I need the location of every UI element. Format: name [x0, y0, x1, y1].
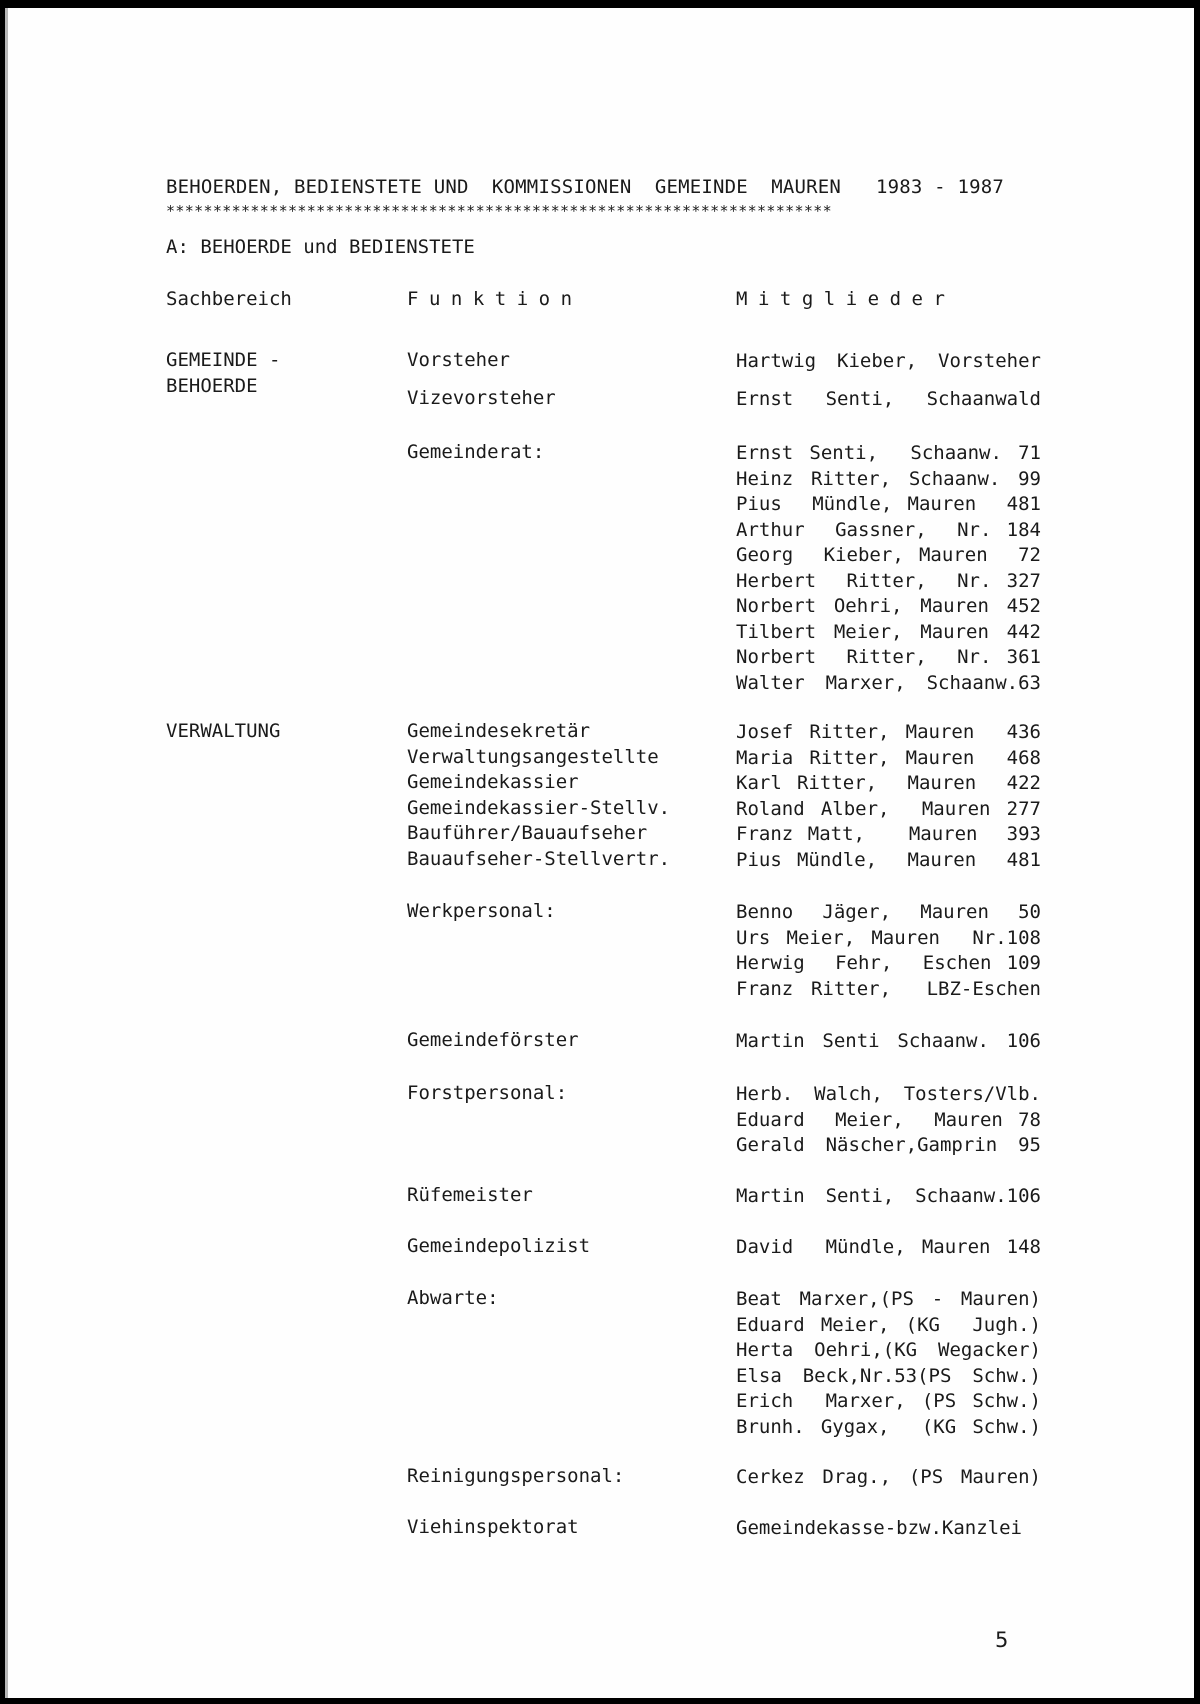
mitglied-line: Josef Ritter, Mauren 436 — [736, 721, 1041, 743]
mitglieder-gemeindefoerster — [736, 1029, 1041, 1055]
mitglied-line: Eduard Meier, Mauren 78 — [736, 1108, 1041, 1131]
funktion-line: Vizevorsteher — [407, 387, 556, 409]
section-heading: A: BEHOERDE und BEDIENSTETE — [166, 236, 475, 258]
mitglieder-ruefemeister — [736, 1184, 1041, 1210]
mitglied-line: Tilbert Meier, Mauren 442 — [736, 620, 1041, 643]
funktion-line: Gemeindepolizist — [407, 1235, 591, 1257]
page-edge — [5, 8, 8, 1698]
funktion-line: Verwaltungsangestellte — [407, 745, 659, 768]
mitglied-line: Norbert Ritter, Nr. 361 — [736, 646, 1041, 668]
mitglied-line: Eduard Meier, (KG Jugh.) — [736, 1313, 1041, 1336]
mitglieder-abwarte — [736, 1287, 1041, 1440]
funktion-line: Gemeinderat: — [407, 441, 545, 463]
funktion-line: Vorsteher — [407, 349, 510, 371]
document-page — [5, 8, 1194, 1698]
funktion-abwarte — [407, 1286, 499, 1312]
funktion-gemeinderat — [407, 440, 544, 466]
mitglieder-viehinspektorat — [736, 1516, 1041, 1542]
page-number: 5 — [995, 1628, 1009, 1652]
funktion-line: Gemeindeförster — [407, 1029, 579, 1051]
funktion-reinigungspersonal — [407, 1464, 624, 1490]
header-sachbereich: Sachbereich — [166, 288, 292, 310]
funktion-vizevorsteher — [407, 386, 556, 412]
funktion-line: Abwarte: — [407, 1287, 499, 1309]
mitglied-line: David Mündle, Mauren 148 — [736, 1236, 1041, 1258]
mitglieder-gemeindepolizist — [736, 1235, 1041, 1261]
document-title: BEHOERDEN, BEDIENSTETE UND KOMMISSIONEN GEMEINDE MAUREN 1983 - 1987 — [166, 176, 1005, 198]
mitglied-line: Cerkez Drag., (PS Mauren) — [736, 1466, 1041, 1488]
funktion-viehinspektorat — [407, 1515, 579, 1541]
mitglied-line: Pius Mündle, Mauren 481 — [736, 493, 1041, 515]
funktion-line: Gemeindekassier — [407, 771, 579, 793]
mitglieder-vizevorsteher — [736, 387, 1041, 413]
mitglied-line: Martin Senti, Schaanw.106 — [736, 1185, 1041, 1207]
mitglied-line: Heinz Ritter, Schaanw. 99 — [736, 467, 1041, 490]
mitglied-line: Karl Ritter, Mauren 422 — [736, 772, 1041, 794]
mitglied-line: Maria Ritter, Mauren 468 — [736, 746, 1041, 769]
mitglied-line: Franz Matt, Mauren 393 — [736, 823, 1041, 845]
mitglieder-forstpersonal — [736, 1082, 1041, 1159]
mitglied-line: Norbert Oehri, Mauren 452 — [736, 595, 1041, 617]
mitglied-line: Beat Marxer,(PS - Mauren) — [736, 1288, 1041, 1310]
mitglied-line: Gemeindekasse-bzw.Kanzlei — [736, 1517, 1022, 1539]
mitglied-line: Elsa Beck,Nr.53(PS Schw.) — [736, 1364, 1041, 1387]
mitglieder-reinigungspersonal — [736, 1465, 1041, 1491]
mitglied-line: Herwig Fehr, Eschen 109 — [736, 952, 1041, 974]
mitglied-line: Walter Marxer, Schaanw.63 — [736, 671, 1041, 694]
mitglied-line: Ernst Senti, Schaanw. 71 — [736, 442, 1041, 464]
mitglied-line: Gerald Näscher,Gamprin 95 — [736, 1134, 1041, 1156]
asterisk-divider: *********************************************************************** — [166, 202, 833, 220]
mitglied-line: Hartwig Kieber, Vorsteher — [736, 350, 1041, 372]
funktion-line: Viehinspektorat — [407, 1516, 579, 1538]
header-funktion: Funktion — [407, 288, 583, 310]
mitglied-line: Martin Senti Schaanw. 106 — [736, 1030, 1041, 1052]
mitglied-line: Benno Jäger, Mauren 50 — [736, 901, 1041, 923]
funktion-gemeindepolizist — [407, 1234, 590, 1260]
mitglied-line: Arthur Gassner, Nr. 184 — [736, 518, 1041, 541]
funktion-line: Werkpersonal: — [407, 900, 556, 922]
mitglieder-gemeinderat — [736, 441, 1041, 696]
funktion-werkpersonal — [407, 899, 556, 925]
sachbereich-verwaltung — [166, 719, 280, 745]
sachbereich-gemeinde-behoerde — [166, 348, 280, 399]
funktion-vorsteher — [407, 348, 510, 374]
mitglied-line: Georg Kieber, Mauren 72 — [736, 544, 1041, 566]
mitglied-line: Herta Oehri,(KG Wegacker) — [736, 1339, 1041, 1361]
sachbereich-line: VERWALTUNG — [166, 720, 281, 742]
mitglieder-vorsteher — [736, 349, 1041, 375]
mitglied-line: Erich Marxer, (PS Schw.) — [736, 1390, 1041, 1412]
mitglieder-werkpersonal — [736, 900, 1041, 1002]
mitglied-line: Pius Mündle, Mauren 481 — [736, 848, 1041, 871]
funktion-line: Bauaufseher-Stellvertr. — [407, 847, 671, 870]
funktion-line: Gemeindesekretär — [407, 720, 591, 742]
header-mitglieder: Mitglieder — [736, 288, 956, 310]
sachbereich-line: GEMEINDE - — [166, 349, 281, 371]
mitglied-line: Franz Ritter, LBZ-Eschen — [736, 977, 1041, 1000]
sachbereich-line: BEHOERDE — [166, 374, 258, 397]
funktion-ruefemeister — [407, 1183, 533, 1209]
funktion-line: Forstpersonal: — [407, 1082, 568, 1104]
mitglied-line: Brunh. Gygax, (KG Schw.) — [736, 1415, 1041, 1438]
mitglied-line: Urs Meier, Mauren Nr.108 — [736, 926, 1041, 949]
funktion-gemeindefoerster — [407, 1028, 579, 1054]
funktion-line: Gemeindekassier-Stellv. — [407, 796, 671, 819]
mitglied-line: Herbert Ritter, Nr. 327 — [736, 569, 1041, 592]
funktion-line: Reinigungspersonal: — [407, 1465, 625, 1487]
mitglied-line: Herb. Walch, Tosters/Vlb. — [736, 1083, 1041, 1105]
mitglied-line: Ernst Senti, Schaanwald — [736, 388, 1041, 410]
funktion-line: Rüfemeister — [407, 1184, 533, 1206]
mitglied-line: Roland Alber, Mauren 277 — [736, 797, 1041, 820]
funktion-forstpersonal — [407, 1081, 567, 1107]
funktion-verwaltung-list — [407, 719, 670, 872]
funktion-line: Bauführer/Bauaufseher — [407, 822, 648, 844]
mitglieder-verwaltung-list — [736, 720, 1041, 873]
